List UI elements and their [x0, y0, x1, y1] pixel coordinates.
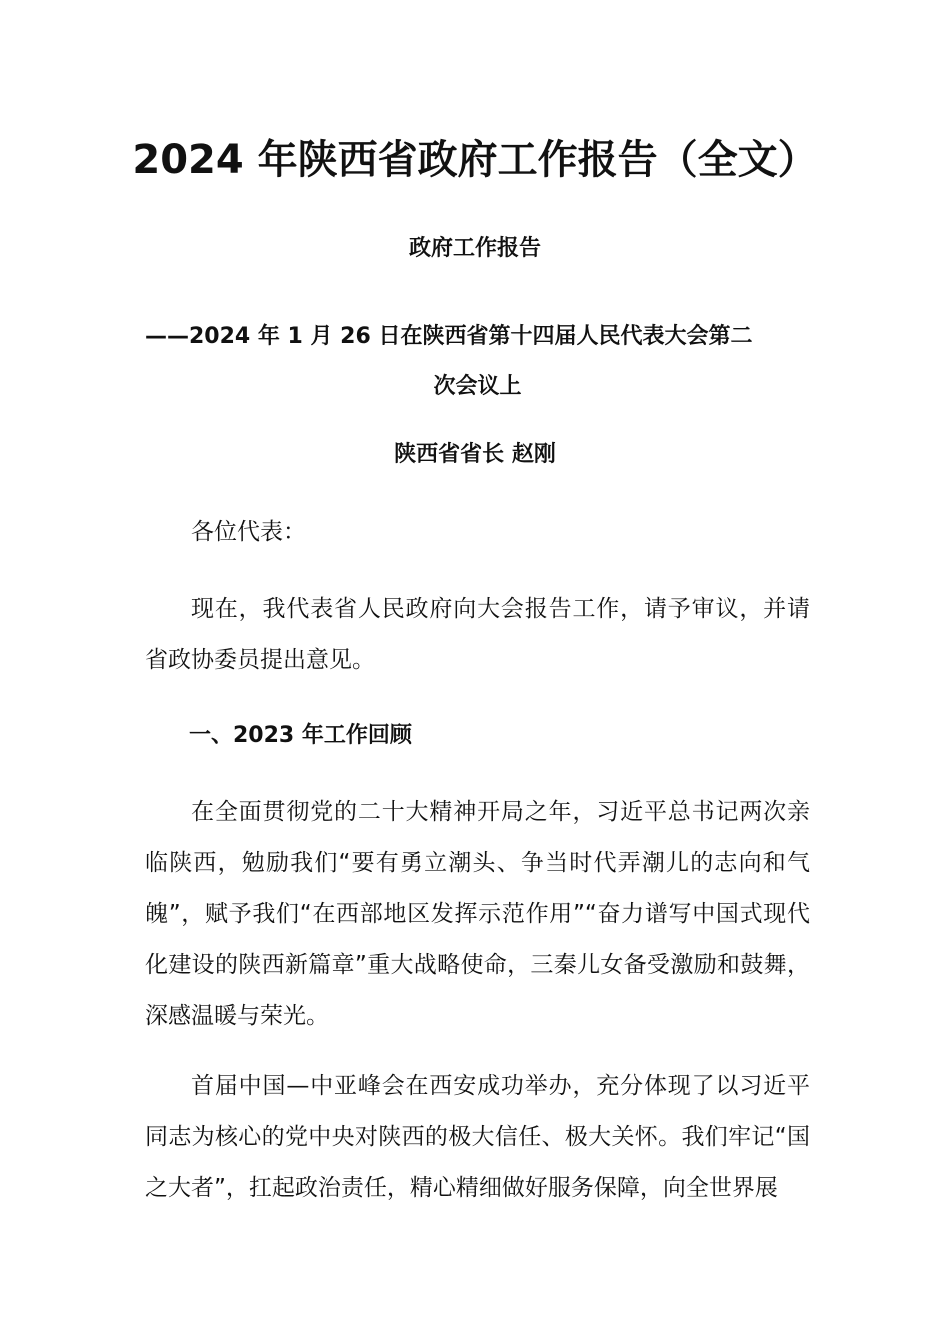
paragraph-intro: 现在，我代表省人民政府向大会报告工作，请予审议，并请省政协委员提出意见。 — [145, 596, 810, 673]
salutation: 各位代表： — [191, 519, 306, 545]
subtitle-line-2: 次会议上 — [433, 374, 522, 399]
paragraph-review-1: 在全面贯彻党的二十大精神开局之年，习近平总书记两次亲临陕西，勉励我们“要有勇立潮头、争当时代弄潮儿的志向和气魄”，赋予我们“在西部地区发挥示范作用”“奋力谱写中国式现代化建设的陕西新篇章”重大战略使命，三秦儿女备受激励和鼓舞，深感温暖与荣光。 — [145, 799, 810, 1029]
document-title: 2024 年陕西省政府工作报告（全文） — [132, 137, 818, 183]
report-author: 陕西省省长 赵刚 — [394, 442, 556, 467]
section-heading: 一、2023 年工作回顾 — [189, 723, 412, 748]
subtitle-line-1: ——2024 年 1 月 26 日在陕西省第十四届人民代表大会第二 — [145, 324, 753, 349]
report-label: 政府工作报告 — [408, 236, 541, 261]
report-subtitle — [145, 312, 810, 412]
paragraph-review-2: 首届中国—中亚峰会在西安成功举办，充分体现了以习近平同志为核心的党中央对陕西的极大信任、极大关怀。我们牢记“国之大者”，扛起政治责任，精心精细做好服务保障，向全世界展 — [145, 1073, 810, 1201]
